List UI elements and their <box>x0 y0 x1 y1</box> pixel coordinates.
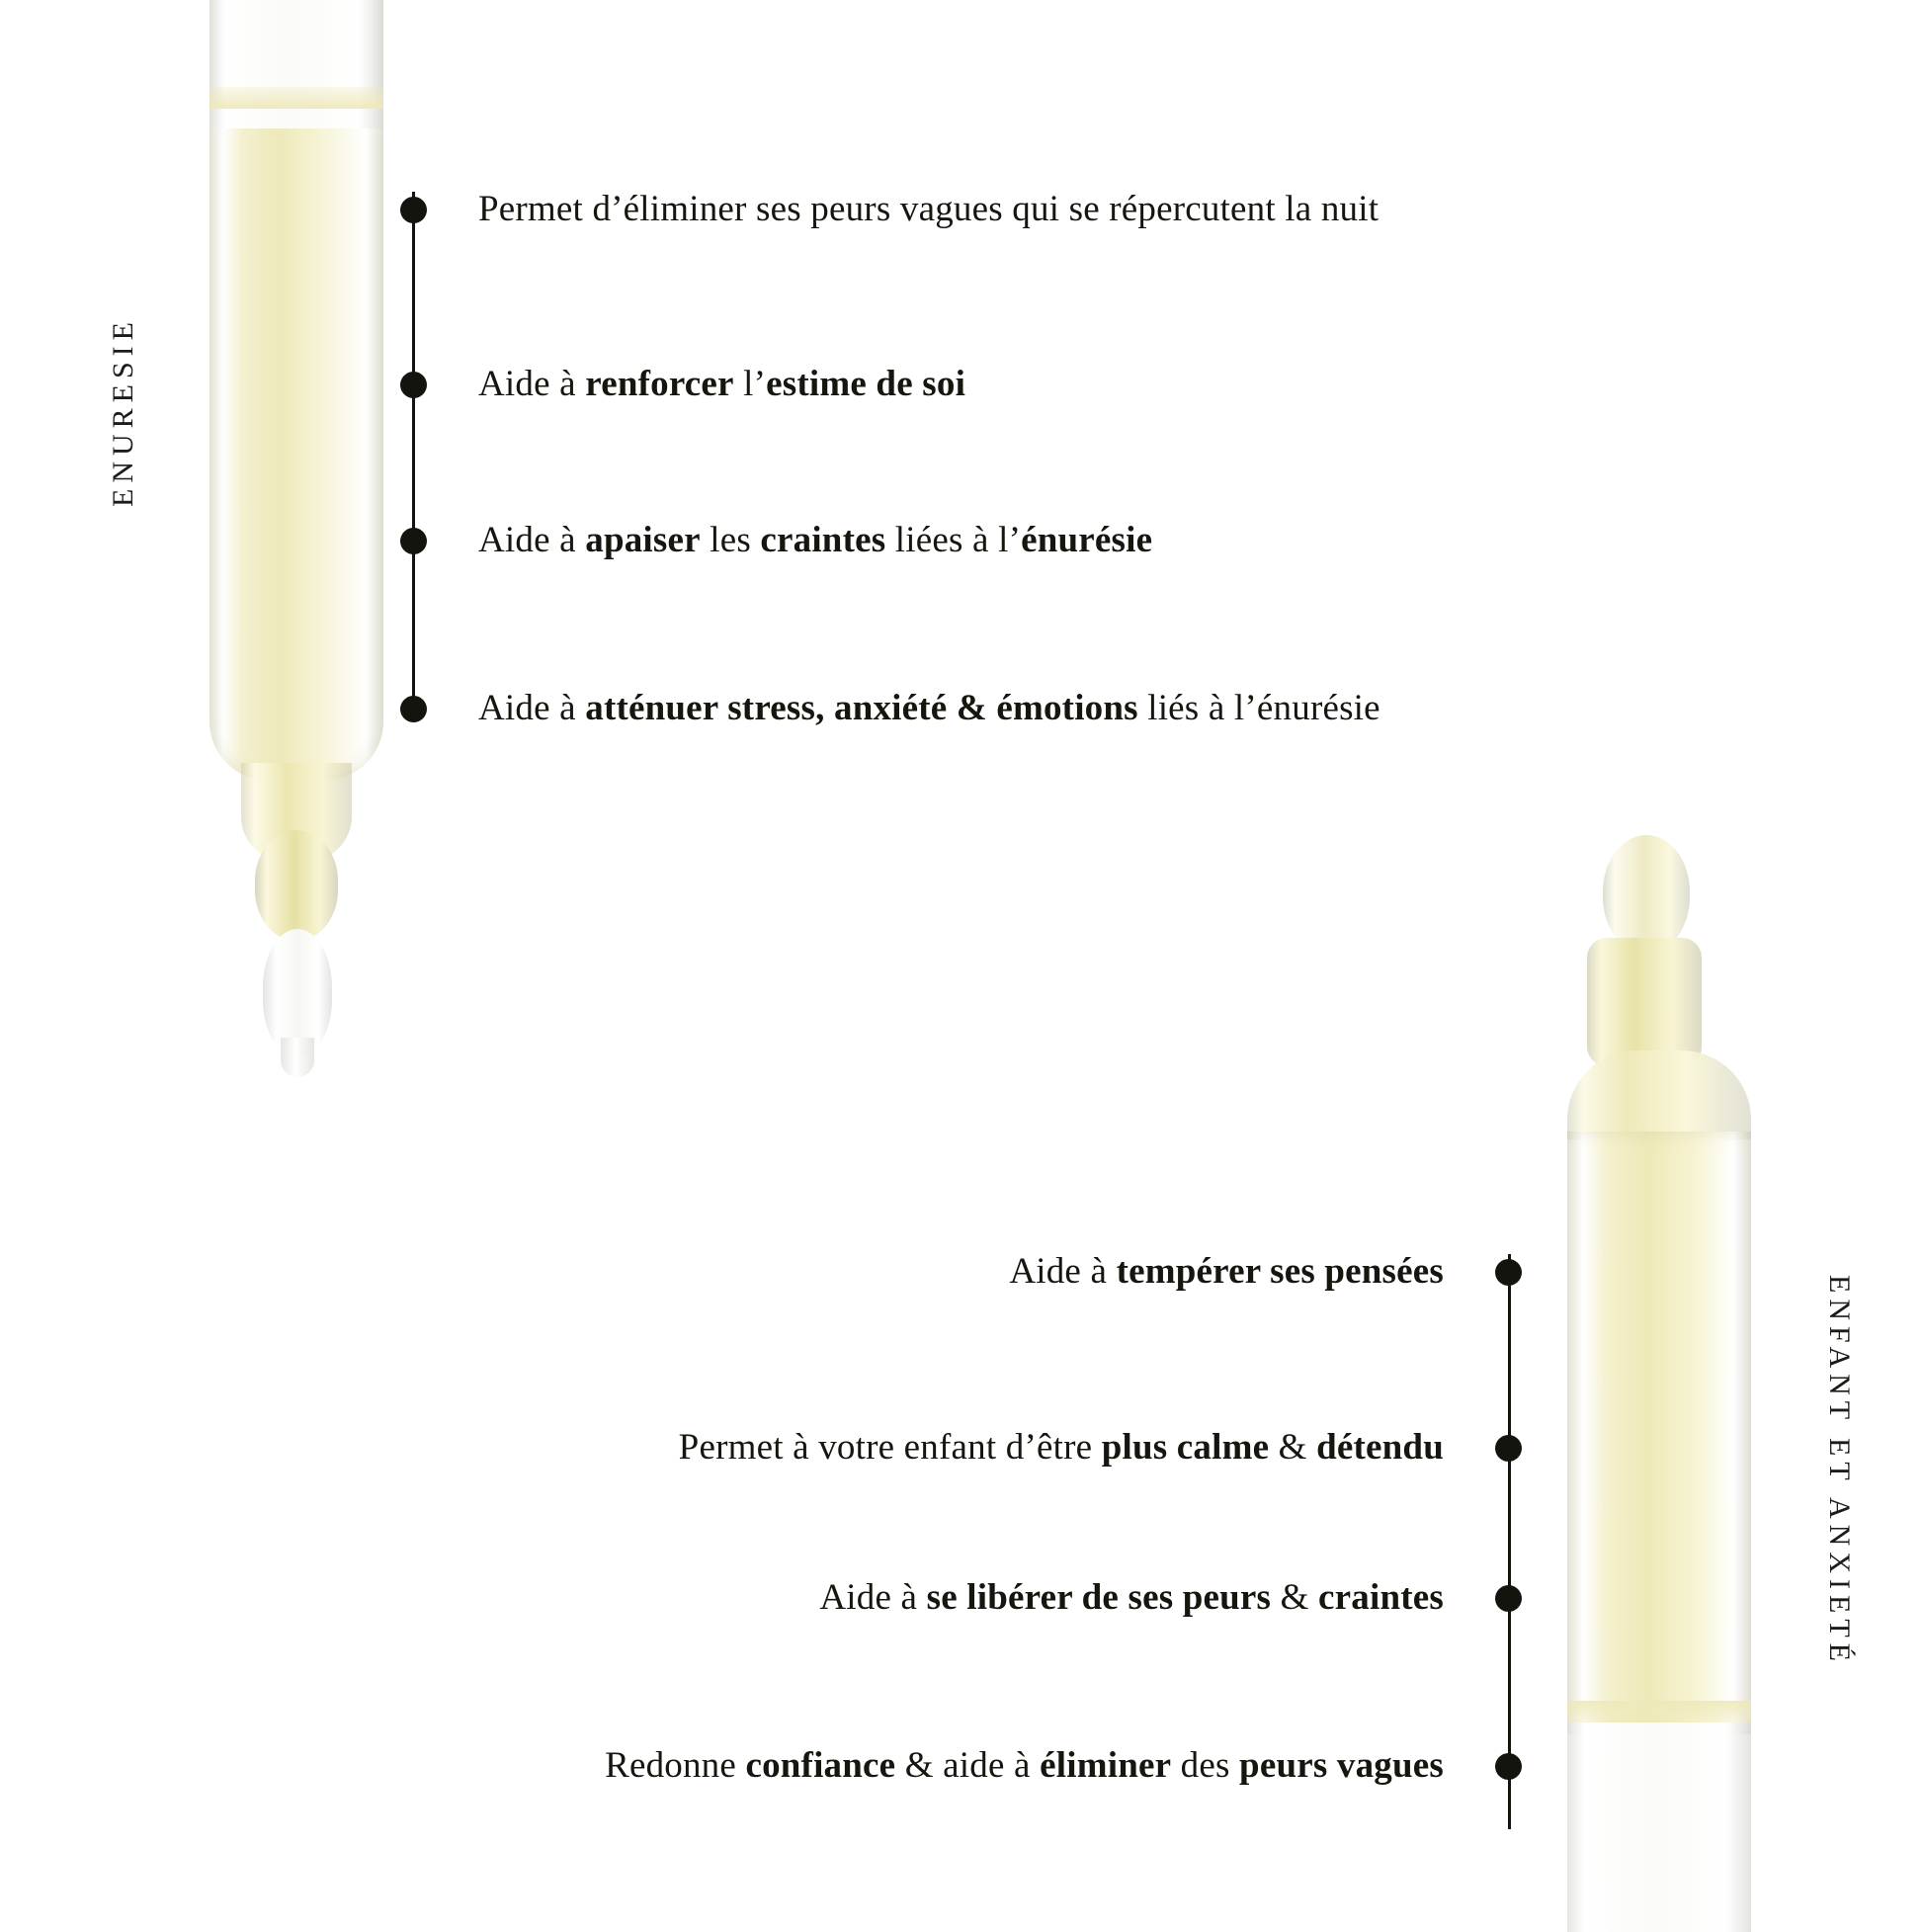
bullet-text: Aide à apaiser les craintes liées à l’énurésie <box>478 520 1153 560</box>
bullet-text: Permet à votre enfant d’être plus calme & détendu <box>678 1427 1444 1468</box>
pipette-drop-tip <box>281 1038 314 1077</box>
list-item <box>415 1426 1522 1470</box>
right-list-axis <box>1508 1254 1511 1829</box>
bullet-text: Aide à tempérer ses pensées <box>1009 1251 1444 1292</box>
left-list-axis <box>412 192 415 712</box>
pipette-liquid-level <box>1567 1701 1751 1726</box>
bullet-dot-icon <box>1495 1585 1522 1612</box>
list-item <box>415 1744 1522 1788</box>
bullet-text: Aide à renforcer l’estime de soi <box>478 364 966 404</box>
list-item <box>400 687 1380 730</box>
pipette-glass-top <box>209 0 383 128</box>
pipette-drop <box>263 929 332 1057</box>
pipette-tube-body <box>209 0 383 781</box>
bullet-dot-icon <box>400 528 427 554</box>
bullet-dot-icon <box>1495 1435 1522 1462</box>
bullet-dot-icon <box>400 372 427 398</box>
bullet-text: Redonne confiance & aide à éliminer des peurs vagues <box>605 1745 1444 1786</box>
list-item <box>415 1576 1522 1620</box>
pipette-neck <box>241 763 352 862</box>
pipette-neck <box>1587 938 1702 1066</box>
bullet-dot-icon <box>400 696 427 722</box>
pipette-liquid-level <box>209 87 383 109</box>
bullet-dot-icon <box>1495 1259 1522 1286</box>
right-vertical-label: ENFANT ET ANXIETÉ <box>1823 1275 1856 1667</box>
pipette-shoulder <box>1567 1050 1751 1139</box>
list-item <box>400 363 965 406</box>
right-benefits-list <box>415 1230 1522 1863</box>
list-item <box>400 519 1152 562</box>
bullet-dot-icon <box>1495 1753 1522 1780</box>
pipette-top-left-illustration <box>198 0 395 1087</box>
bullet-dot-icon <box>400 197 427 223</box>
pipette-bottom-right-illustration <box>1557 835 1765 1932</box>
pipette-glass-bottom <box>1567 1722 1751 1932</box>
left-benefits-list <box>400 168 1635 761</box>
bullet-text: Aide à atténuer stress, anxiété & émotions liés à l’énurésie <box>478 688 1380 728</box>
bullet-text: Aide à se libérer de ses peurs & craintes <box>819 1577 1444 1618</box>
list-item <box>400 188 1379 231</box>
bullet-text: Permet d’éliminer ses peurs vagues qui se répercutent la nuit <box>478 189 1380 229</box>
pipette-tube-body <box>1567 1132 1751 1734</box>
pipette-bulb <box>255 830 338 941</box>
pipette-cap <box>1603 835 1690 954</box>
left-vertical-label: ENURESIE <box>107 316 139 507</box>
list-item <box>415 1250 1522 1294</box>
